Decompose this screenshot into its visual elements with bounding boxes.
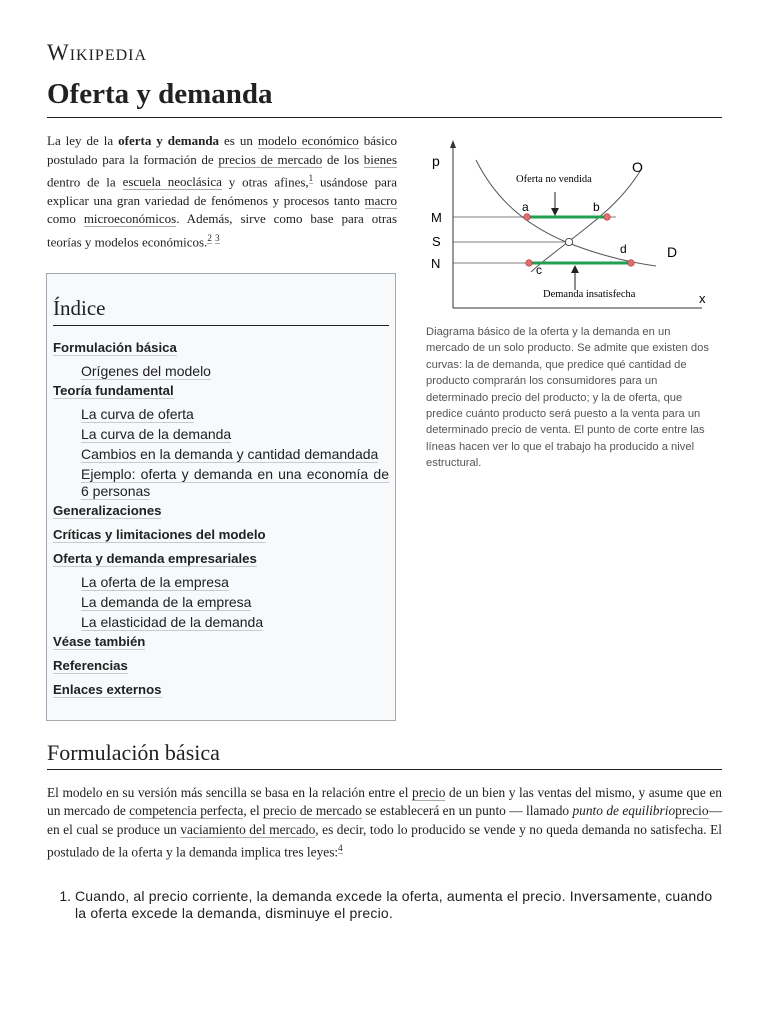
toc-subitem[interactable] — [53, 614, 389, 631]
wikipedia-wordmark[interactable]: Wikipedia — [47, 40, 148, 65]
section-paragraph: El modelo en su versión más sencilla se basa en la relación entre el precio de un bien y las ventas del mismo, y asume que en un mercado de competencia perfecta, el precio de mercado se establecerá en un punto — llamado punto de equilibrioprecio— en el cual se produce un vaciamiento del mercado, es decir, todo lo producido se vende y no queda demanda no satisfecha. El postulado de la oferta y la demanda implica tres leyes:$^4$ — [47, 785, 722, 860]
label-oferta-no-vendida: Oferta no vendida — [516, 174, 592, 185]
list-item-number: 1. — [59, 888, 71, 904]
toc-item[interactable] — [53, 634, 389, 650]
link-escuela-neoclasica[interactable]: escuela neoclásica — [122, 174, 222, 190]
list-item — [47, 888, 722, 922]
point-a — [524, 214, 531, 221]
toc-subitem[interactable] — [53, 594, 389, 611]
label-M: M — [431, 210, 442, 225]
link-precios-de-mercado[interactable]: precios de mercado — [218, 151, 323, 167]
label-demanda-insatisfecha: Demanda insatisfecha — [543, 289, 636, 300]
toc-item-label[interactable]: Críticas y limitaciones del modelo — [53, 527, 266, 542]
toc-subitem[interactable] — [53, 406, 389, 423]
section-divider — [47, 769, 722, 770]
link-precio-de-mercado[interactable]: precio de mercado — [263, 803, 362, 819]
toc-item[interactable] — [53, 551, 389, 567]
label-S: S — [432, 234, 441, 249]
ref-3[interactable]: 3 — [215, 232, 220, 243]
toc-subitem-label[interactable]: Ejemplo: oferta y demanda en una economía de 6 personas — [81, 466, 389, 499]
toc-item[interactable] — [53, 503, 389, 519]
toc-item[interactable] — [53, 682, 389, 698]
toc-subitem[interactable] — [53, 446, 389, 463]
label-x: x — [699, 291, 706, 306]
toc-item-label[interactable]: Teoría fundamental — [53, 383, 174, 398]
link-bienes[interactable]: bienes — [363, 151, 398, 167]
toc-subitem-label[interactable]: La elasticidad de la demanda — [81, 614, 264, 630]
link-vaciamiento-del-mercado[interactable]: vaciamiento del mercado — [180, 821, 316, 837]
label-c: c — [536, 263, 542, 277]
laws-list — [47, 888, 722, 922]
toc-subitem[interactable] — [53, 466, 389, 500]
arrow-unmet-head — [571, 265, 579, 273]
toc-subitem-label[interactable]: La oferta de la empresa — [81, 574, 229, 590]
toc-divider — [53, 325, 389, 326]
section-heading-formulacion-basica: Formulación básica — [47, 740, 220, 765]
link-microeconomicos[interactable]: microeconómicos — [83, 211, 177, 227]
equilibrium-point — [565, 238, 572, 245]
ref-1[interactable]: 1 — [308, 173, 314, 183]
toc-item[interactable] — [53, 658, 389, 674]
toc-item-label[interactable]: Referencias — [53, 658, 128, 673]
figure-caption: Diagrama básico de la oferta y la demanda en un mercado de un solo producto. Se admite que existen dos curvas: la de demanda, que predice qué cantidad de producto comprarán los consumidores para un determinado precio del producto; y la de oferta, que predice cuánto producto será puesto a la venta para un determinado precio de venta. El punto de corte entre las líneas hacen ver lo que el trabajo ha producido a nivel estructural. — [426, 326, 709, 470]
italic-term: punto de equilibrio — [572, 803, 676, 819]
bold-term: oferta y demanda — [118, 133, 220, 148]
toc-subitem[interactable] — [53, 363, 389, 380]
toc-item-label[interactable]: Enlaces externos — [53, 682, 162, 697]
toc-subitem[interactable] — [53, 426, 389, 443]
toc-title: Índice — [53, 296, 106, 320]
point-c — [526, 260, 533, 267]
link-modelo-economico[interactable]: modelo económico — [257, 133, 359, 148]
link-macro[interactable]: macro — [364, 192, 397, 208]
title-divider — [47, 117, 722, 118]
link-precio[interactable]: precio — [412, 785, 446, 800]
ref-2[interactable]: 2 — [207, 232, 212, 243]
point-d — [628, 260, 635, 267]
toc-list — [53, 340, 389, 698]
table-of-contents — [46, 273, 396, 721]
toc-subitem-label[interactable]: La demanda de la empresa — [81, 594, 252, 610]
point-b — [604, 214, 611, 221]
toc-subitem-label[interactable]: La curva de oferta — [81, 406, 194, 422]
label-b: b — [593, 200, 600, 214]
toc-item-label[interactable]: Véase también — [53, 634, 146, 649]
page-title: Oferta y demanda — [47, 78, 273, 110]
toc-subitem-label[interactable]: La curva de la demanda — [81, 426, 232, 442]
label-p: p — [432, 153, 440, 169]
toc-item-label[interactable]: Generalizaciones — [53, 503, 162, 518]
toc-item-label[interactable]: Formulación básica — [53, 340, 177, 355]
supply-demand-figure — [426, 140, 721, 472]
label-d: d — [620, 242, 627, 256]
toc-item[interactable] — [53, 527, 389, 543]
toc-item-label[interactable]: Oferta y demanda empresariales — [53, 551, 257, 566]
toc-item[interactable] — [53, 383, 389, 399]
y-axis-arrow — [450, 140, 456, 148]
link-precio-2[interactable]: precio — [675, 803, 709, 819]
label-N: N — [431, 256, 441, 271]
label-a: a — [522, 200, 529, 214]
ref-4[interactable]: 4 — [338, 843, 343, 854]
toc-subitem-label[interactable]: Orígenes del modelo — [81, 363, 211, 379]
toc-item[interactable] — [53, 340, 389, 356]
link-competencia-perfecta[interactable]: competencia perfecta — [129, 803, 244, 819]
supply-demand-diagram[interactable] — [426, 140, 721, 318]
list-item-text: Cuando, al precio corriente, la demanda excede la oferta, aumenta el precio. Inversamente, cuando la oferta excede la demanda, disminuye el precio. — [75, 888, 713, 921]
toc-subitem-label[interactable]: Cambios en la demanda y cantidad demandada — [81, 446, 379, 462]
intro-paragraph: La ley de la oferta y demanda es un modelo económico básico postulado para la formación de precios de mercado de los bienes dentro de la escuela neoclásica y otras afines,$^1$ usándose para explicar una gran variedad de fenómenos y procesos tanto macro como microeconómicos. Además, sirve como base para otras teorías y modelos económicos.$^2$ $^3$ — [47, 133, 398, 250]
arrow-unsold-head — [551, 208, 559, 216]
label-D: D — [667, 244, 678, 260]
label-O: O — [632, 159, 643, 175]
toc-subitem[interactable] — [53, 574, 389, 591]
